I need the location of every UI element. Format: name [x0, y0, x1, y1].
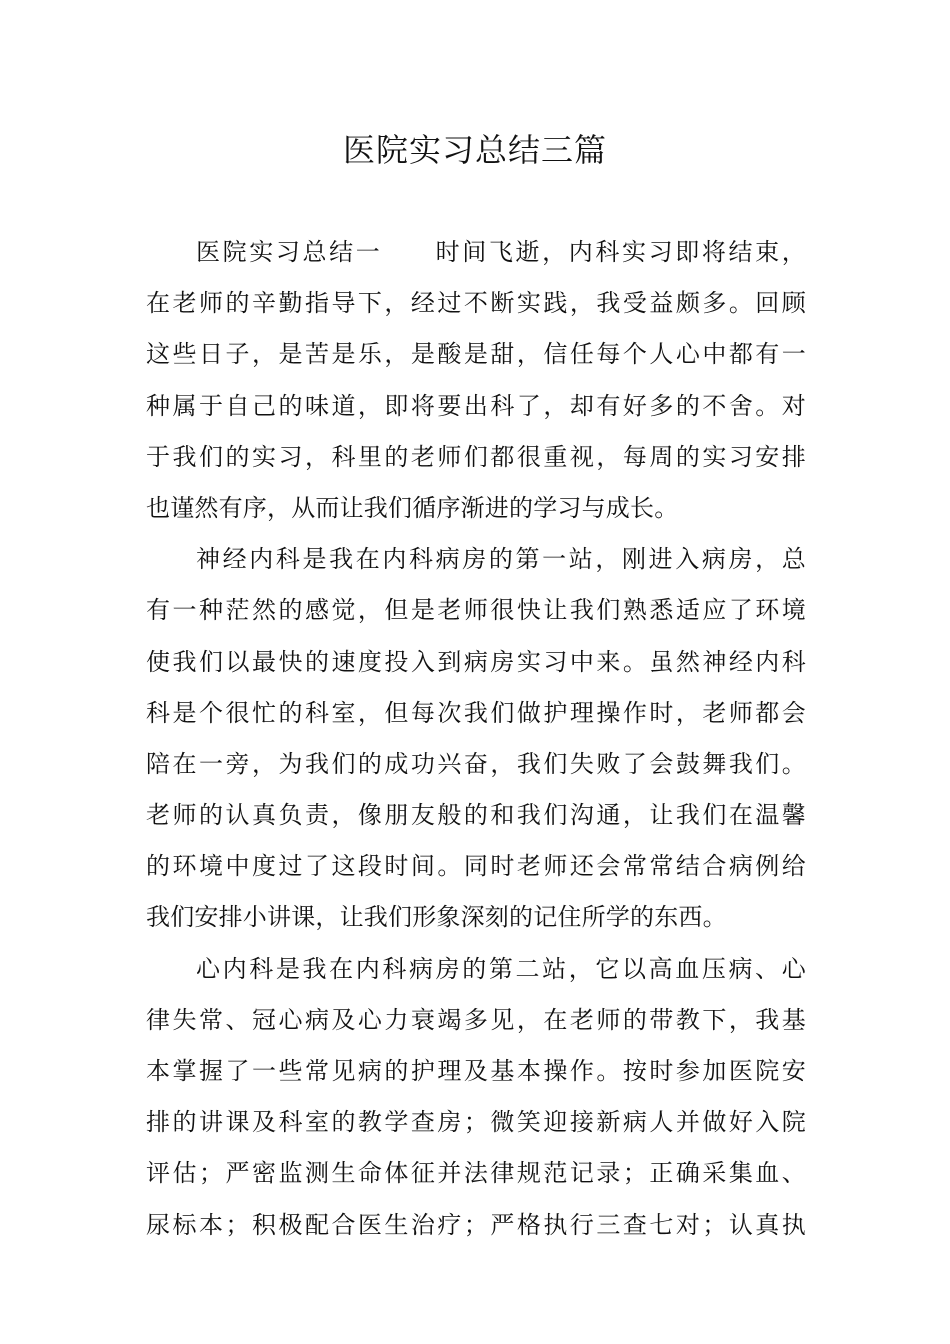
text-line: 这些日子，是苦是乐，是酸是甜，信任每个人心中都有一 — [146, 340, 806, 369]
text-line: 的环境中度过了这段时间。同时老师还会常常结合病例给 — [146, 852, 806, 881]
text-line: 于我们的实习，科里的老师们都很重视，每周的实习安排 — [146, 442, 806, 471]
text-line: 本掌握了一些常见病的护理及基本操作。按时参加医院安 — [146, 1057, 806, 1085]
text-line: 在老师的辛勤指导下，经过不断实践，我受益颇多。回顾 — [146, 289, 806, 318]
text-line: 我们安排小讲课，让我们形象深刻的记住所学的东西。 — [146, 903, 727, 932]
text-line: 排的讲课及科室的教学查房；微笑迎接新病人并做好入院 — [146, 1108, 806, 1137]
text-line: 科是个很忙的科室，但每次我们做护理操作时，老师都会 — [146, 698, 806, 727]
text-line: 陪在一旁，为我们的成功兴奋，我们失败了会鼓舞我们。 — [146, 749, 806, 778]
text-line: 医院实习总结一 时间飞逝，内科实习即将结束， — [196, 238, 806, 266]
text-line: 使我们以最快的速度投入到病房实习中来。虽然神经内科 — [146, 647, 806, 676]
text-line: 神经内科是我在内科病房的第一站，刚进入病房，总 — [196, 545, 806, 574]
document-body — [146, 227, 806, 1251]
text-line: 心内科是我在内科病房的第二站，它以高血压病、心 — [196, 954, 806, 983]
text-line: 有一种茫然的感觉，但是老师很快让我们熟悉适应了环境 — [146, 596, 806, 625]
text-line: 老师的认真负责，像朋友般的和我们沟通，让我们在温馨 — [146, 801, 806, 830]
text-line: 种属于自己的味道，即将要出科了，却有好多的不舍。对 — [146, 391, 806, 420]
document-title: 医院实习总结三篇 — [342, 131, 607, 169]
text-line: 也谨然有序，从而让我们循序渐进的学习与成长。 — [146, 493, 679, 522]
text-line: 律失常、冠心病及心力衰竭多见，在老师的带教下，我基 — [146, 1005, 806, 1034]
text-line: 评估；严密监测生命体征并法律规范记录；正确采集血、 — [146, 1159, 806, 1188]
text-line: 尿标本；积极配合医生治疗；严格执行三查七对；认真执 — [146, 1210, 806, 1239]
